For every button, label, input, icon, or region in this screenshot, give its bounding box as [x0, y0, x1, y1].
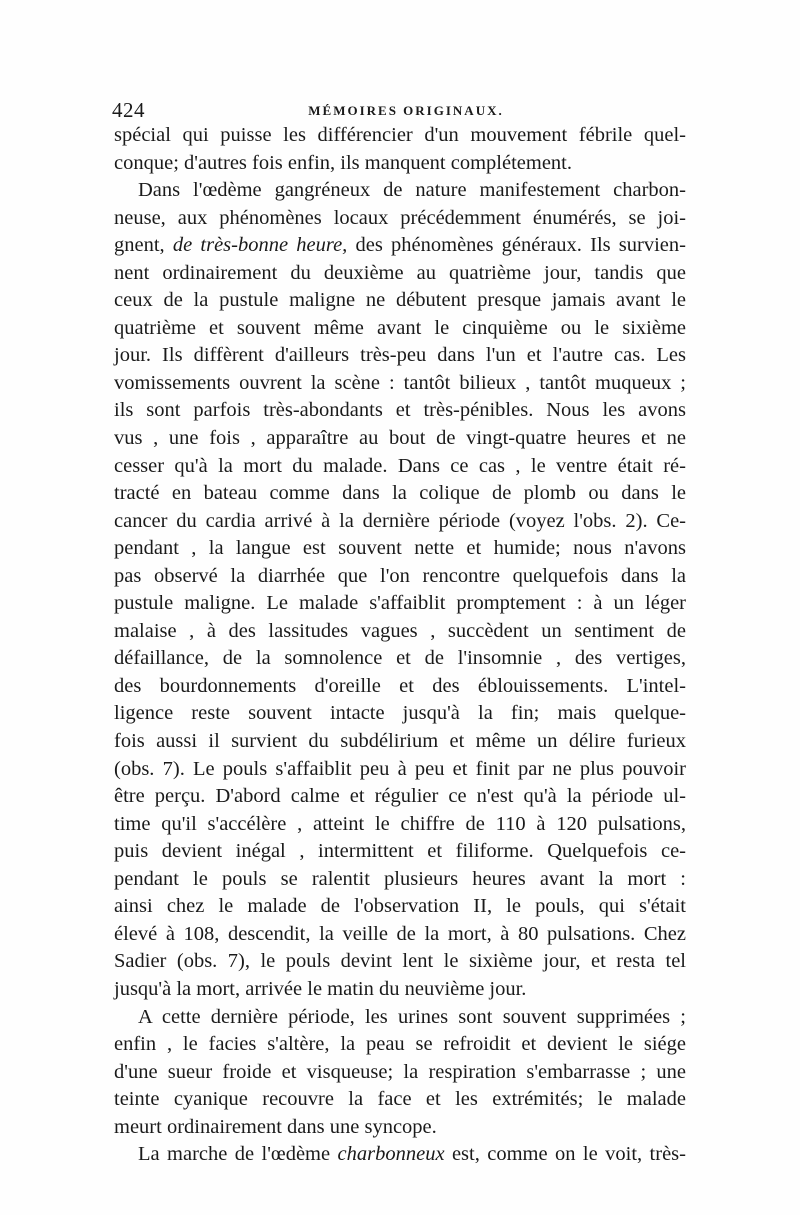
text-line: (obs. 7). Le pouls s'affaiblit peu à peu et finit par ne plus pouvoir	[114, 757, 686, 780]
body-text	[114, 122, 686, 1169]
text-line: cancer du cardia arrivé à la dernière période (voyez l'obs. 2). Ce-	[114, 509, 686, 532]
text-line: teinte cyanique recouvre la face et les extrémités; le malade	[114, 1088, 686, 1111]
text-span: des phénomènes généraux. Ils survien-	[347, 234, 686, 257]
italic-phrase: de très-bonne heure,	[172, 234, 348, 257]
paragraph-start-line: A cette dernière période, les urines sont souvent supprimées ;	[138, 1005, 686, 1028]
text-line: ainsi chez le malade de l'observation II, le pouls, qui s'était	[114, 895, 686, 918]
text-line: jusqu'à la mort, arrivée le matin du neuvième jour.	[114, 977, 527, 1000]
text-line: des bourdonnements d'oreille et des éblouissements. L'intel-	[114, 674, 686, 697]
text-line: malaise , à des lassitudes vagues , succèdent un sentiment de	[114, 619, 686, 642]
text-line: pustule maligne. Le malade s'affaiblit promptement : à un léger	[114, 592, 686, 615]
text-line: élevé à 108, descendit, la veille de la mort, à 80 pulsations. Chez	[114, 922, 686, 945]
text-line: vus , une fois , apparaître au bout de vingt-quatre heures et ne	[114, 427, 686, 450]
text-line: fois aussi il survient du subdélirium et même un délire furieux	[114, 730, 686, 753]
running-title: MÉMOIRES ORIGINAUX.	[308, 103, 504, 118]
text-line: meurt ordinairement dans une syncope.	[114, 1115, 437, 1138]
text-line: être perçu. D'abord calme et régulier ce n'est qu'à la période ul-	[114, 785, 686, 808]
text-line: vomissements ouvrent la scène : tantôt bilieux , tantôt muqueux ;	[114, 371, 686, 394]
text-line: time qu'il s'accélère , atteint le chiffre de 110 à 120 pulsations,	[114, 812, 686, 835]
text-span: gnent,	[114, 234, 173, 257]
page-number: 424	[112, 98, 145, 122]
paragraph-start-line: Dans l'œdème gangréneux de nature manifestement charbon-	[138, 179, 686, 202]
text-span: est, comme on le voit, très-	[444, 1143, 686, 1166]
text-line: puis devient inégal , intermittent et filiforme. Quelquefois ce-	[114, 840, 686, 863]
text-line: neuse, aux phénomènes locaux précédemment énumérés, se joi-	[114, 206, 686, 229]
text-line: nent ordinairement du deuxième au quatrième jour, tandis que	[114, 261, 686, 284]
text-span: La marche de l'œdème	[138, 1143, 338, 1166]
italic-phrase: charbonneux	[337, 1143, 445, 1166]
text-line: spécial qui puisse les différencier d'un mouvement fébrile quel-	[114, 124, 686, 146]
text-line: Sadier (obs. 7), le pouls devint lent le sixième jour, et resta tel	[114, 950, 686, 973]
text-line: conque; d'autres fois enfin, ils manquent complétement.	[114, 151, 572, 174]
text-line: cesser qu'à la mort du malade. Dans ce cas , le ventre était ré-	[114, 454, 686, 477]
text-line: d'une sueur froide et visqueuse; la respiration s'embarrasse ; une	[114, 1060, 686, 1083]
text-line: ligence reste souvent intacte jusqu'à la fin; mais quelque-	[114, 702, 686, 725]
text-line: enfin , le facies s'altère, la peau se refroidit et devient le siége	[114, 1033, 686, 1056]
text-line: ils sont parfois très-abondants et très-pénibles. Nous les avons	[114, 399, 686, 422]
text-line: ceux de la pustule maligne ne débutent presque jamais avant le	[114, 289, 686, 312]
text-line: pas observé la diarrhée que l'on rencontre quelquefois dans la	[114, 564, 686, 587]
running-header	[112, 98, 688, 122]
text-line: défaillance, de la somnolence et de l'insomnie , des vertiges,	[114, 647, 686, 670]
text-line: quatrième et souvent même avant le cinquième ou le sixième	[114, 316, 686, 339]
paragraph-start-line	[114, 1141, 686, 1169]
text-line: pendant , la langue est souvent nette et humide; nous n'avons	[114, 537, 686, 560]
text-line: jour. Ils diffèrent d'ailleurs très-peu dans l'un et l'autre cas. Les	[114, 344, 686, 367]
text-line	[114, 232, 686, 260]
text-line: pendant le pouls se ralentit plusieurs heures avant la mort :	[114, 867, 686, 890]
text-line: tracté en bateau comme dans la colique de plomb ou dans le	[114, 482, 686, 505]
